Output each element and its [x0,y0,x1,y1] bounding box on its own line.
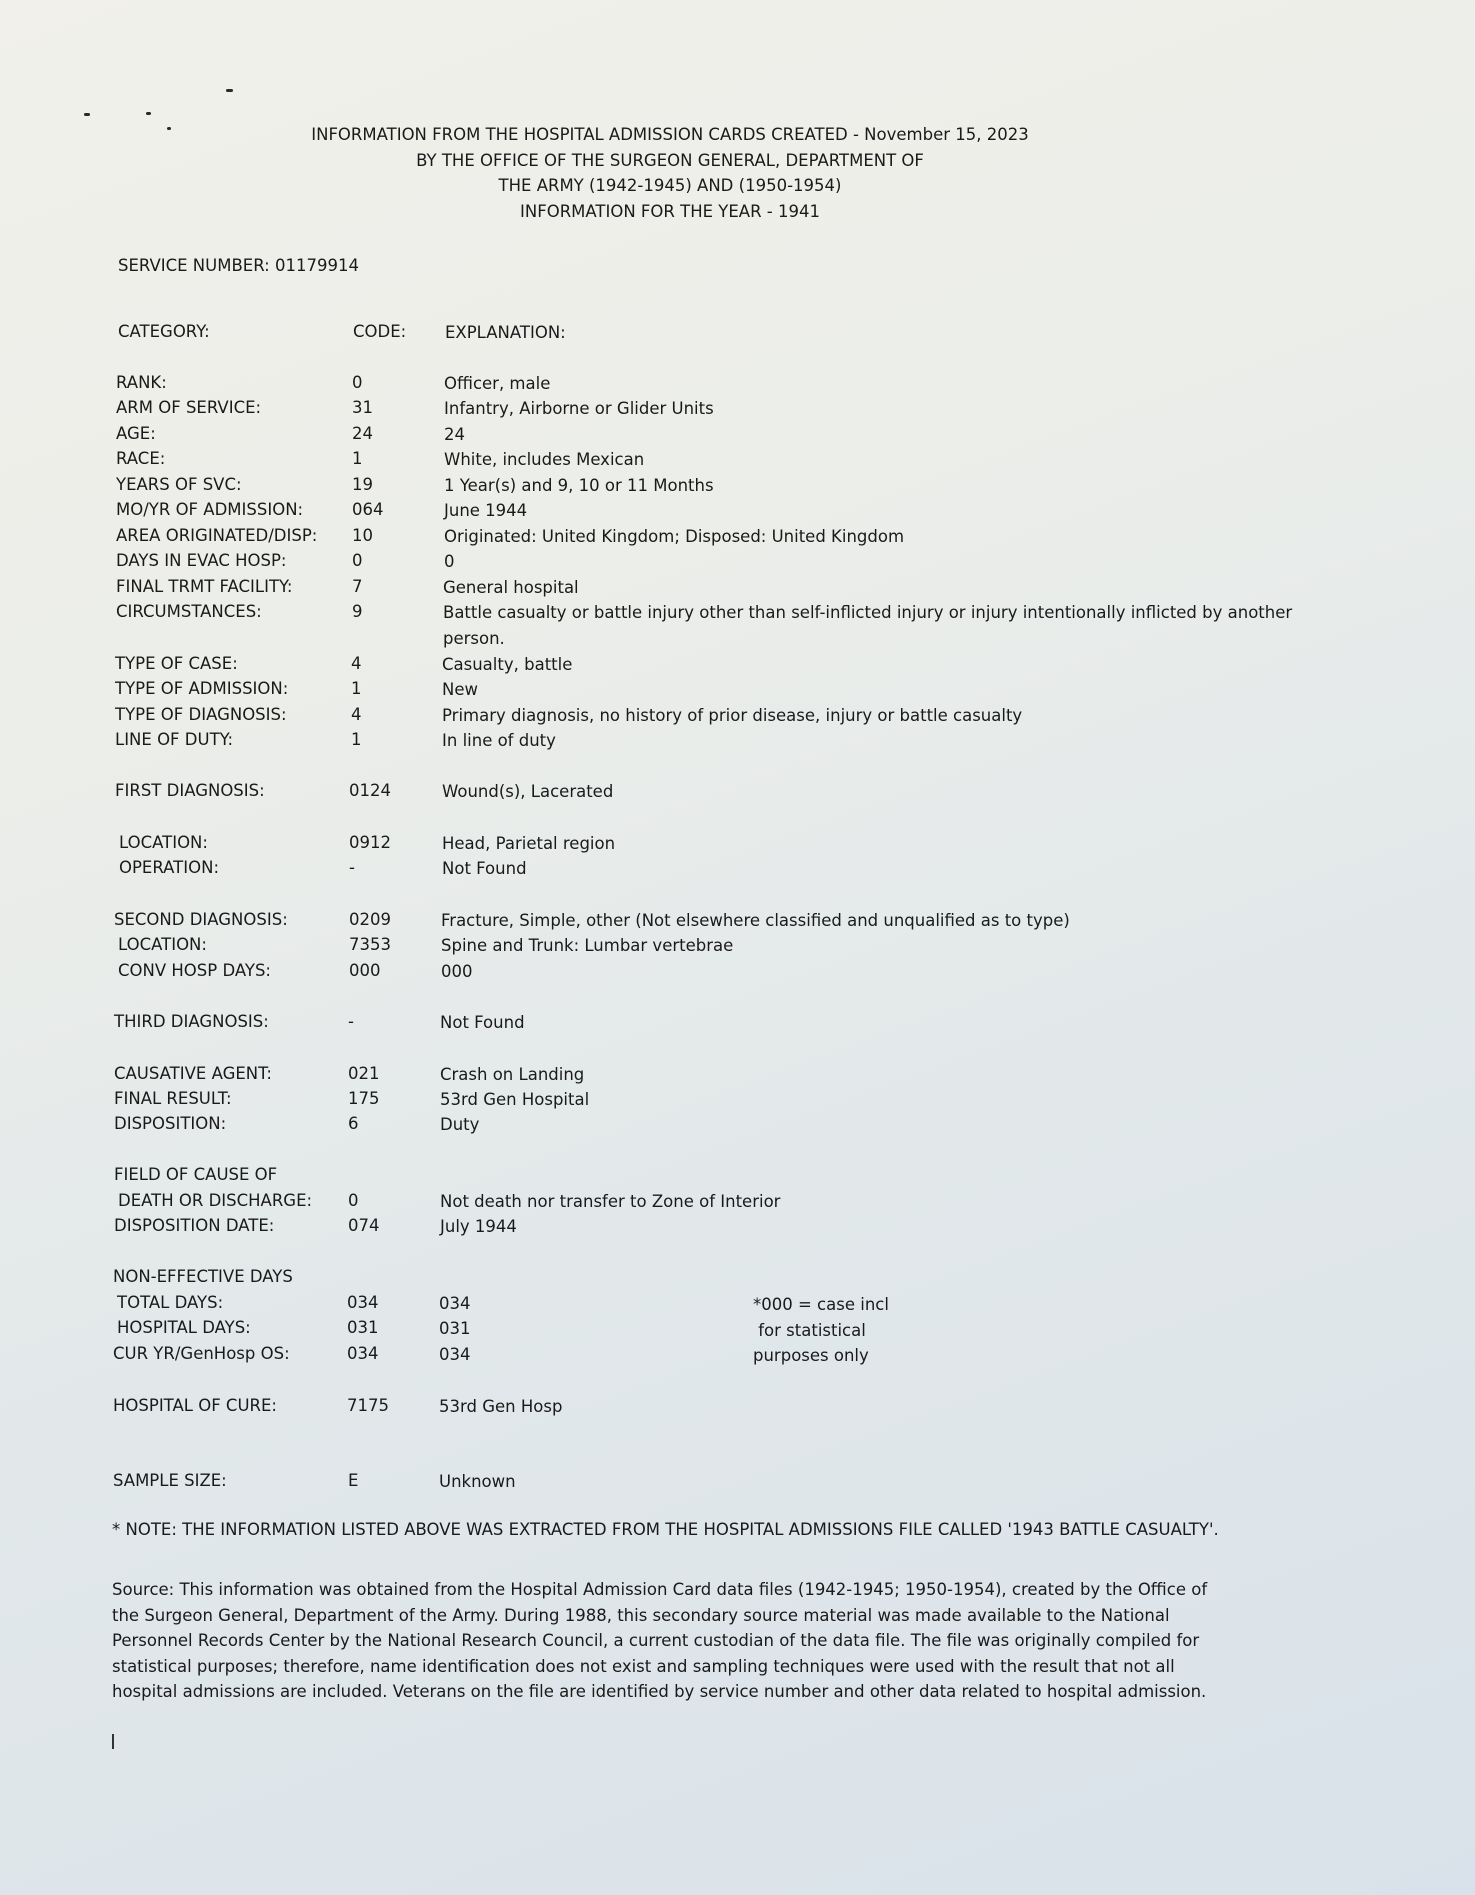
column-header-category: CATEGORY: [118,322,210,341]
row-explanation: New [442,680,478,699]
row-code: 4 [351,654,362,673]
row-explanation: Battle casualty or battle injury other than self-inflicted injury or injury intentionally inflicted by another person. [443,603,1293,648]
row-category: CAUSATIVE AGENT: [114,1064,272,1083]
row-explanation: 031 [439,1319,471,1338]
row-explanation: Head, Parietal region [442,834,616,853]
row-explanation: Originated: United Kingdom; Disposed: United Kingdom [444,527,905,546]
row-explanation: 53rd Gen Hospital [440,1090,590,1109]
row-code: 000 [349,961,381,980]
row-explanation: 53rd Gen Hosp [439,1397,563,1416]
row-category: CONV HOSP DAYS: [118,961,271,980]
row-explanation: 034 [439,1294,471,1313]
row-category: HOSPITAL OF CURE: [113,1396,277,1415]
row-explanation: Spine and Trunk: Lumbar vertebrae [441,936,734,955]
row-explanation: July 1944 [440,1217,517,1236]
row-explanation: Not death nor transfer to Zone of Interior [440,1192,781,1211]
row-code: 1 [351,679,362,698]
row-explanation: Primary diagnosis, no history of prior disease, injury or battle casualty [442,706,1023,725]
row-code: 31 [352,398,373,417]
footnote-line-3: purposes only [753,1346,869,1365]
row-category: SAMPLE SIZE: [113,1471,227,1490]
header-line-1: INFORMATION FROM THE HOSPITAL ADMISSION CARDS CREATED - November 15, 2023 [311,125,1029,144]
row-code: 7175 [347,1396,389,1415]
column-header-explanation: EXPLANATION: [445,323,566,342]
row-explanation: Not Found [440,1013,525,1032]
row-explanation: Casualty, battle [442,655,573,674]
row-explanation: Fracture, Simple, other (Not elsewhere classified and unqualified as to type) [441,911,1070,930]
row-explanation: Infantry, Airborne or Glider Units [444,399,714,418]
row-code: 034 [347,1344,379,1363]
row-category: AREA ORIGINATED/DISP: [116,526,318,545]
row-category: CIRCUMSTANCES: [116,602,262,621]
row-code: E [348,1471,359,1490]
row-explanation: General hospital [443,578,579,597]
row-explanation: White, includes Mexican [444,450,645,469]
row-code: 10 [352,526,373,545]
row-code: 6 [348,1114,359,1133]
row-code: 064 [352,500,384,519]
row-category: FINAL TRMT FACILITY: [116,577,293,596]
row-code: 24 [352,424,373,443]
row-code: - [349,858,355,877]
footnote-line-2: for statistical [753,1320,866,1340]
service-number: SERVICE NUMBER: 01179914 [118,256,359,275]
row-category: OPERATION: [119,858,219,877]
row-category: DAYS IN EVAC HOSP: [116,551,287,570]
row-category: TYPE OF DIAGNOSIS: [115,705,287,724]
row-category: CUR YR/GenHosp OS: [113,1344,290,1363]
row-category: YEARS OF SVC: [116,475,242,494]
row-category: DISPOSITION: [114,1114,227,1133]
row-code: 0 [348,1191,359,1210]
row-category: AGE: [116,424,156,443]
row-explanation: 000 [441,962,473,981]
row-category: DEATH OR DISCHARGE: [118,1191,313,1210]
row-code: 074 [348,1216,380,1235]
row-explanation: June 1944 [444,501,528,520]
row-explanation: Not Found [442,859,527,878]
statistical-footnote [753,1292,889,1369]
row-explanation: Unknown [439,1472,516,1491]
row-code: 4 [351,705,362,724]
row-category: LOCATION: [119,833,208,852]
row-category: LOCATION: [118,935,207,954]
row-category: MO/YR OF ADMISSION: [116,500,304,519]
row-category: ARM OF SERVICE: [116,398,262,417]
row-explanation: Officer, male [444,374,551,393]
row-code: 7 [352,577,363,596]
row-code: 031 [347,1318,379,1337]
row-code: 034 [347,1293,379,1312]
row-code: 021 [348,1064,380,1083]
row-code: 0 [352,373,363,392]
row-code: 0912 [349,833,391,852]
row-code: - [348,1012,354,1031]
row-category: FIELD OF CAUSE OF [114,1165,278,1184]
row-category: LINE OF DUTY: [115,730,234,749]
row-code: 0124 [349,781,391,800]
row-code: 19 [352,475,373,494]
row-category: TOTAL DAYS: [117,1293,224,1312]
row-code: 1 [352,449,363,468]
row-category: RACE: [116,449,166,468]
row-category: RANK: [116,373,167,392]
row-category: SECOND DIAGNOSIS: [114,910,288,929]
row-category: DISPOSITION DATE: [114,1216,275,1235]
header-line-2: BY THE OFFICE OF THE SURGEON GENERAL, DEPARTMENT OF [416,150,924,170]
row-category: THIRD DIAGNOSIS: [114,1012,269,1031]
row-code: 175 [348,1089,380,1108]
row-explanation: In line of duty [442,731,556,750]
extraction-note: * NOTE: THE INFORMATION LISTED ABOVE WAS EXTRACTED FROM THE HOSPITAL ADMISSIONS FILE CALLED '1943 BATTLE CASUALTY'. [112,1520,1219,1539]
row-code: 9 [352,602,363,621]
row-category: HOSPITAL DAYS: [117,1318,251,1337]
row-category: NON-EFFECTIVE DAYS [113,1267,293,1286]
row-code: 0209 [349,910,391,929]
source-paragraph: Source: This information was obtained from the Hospital Admission Card data files (1942-1945; 1950-1954), created by the Office of the Surgeon General, Department of the Army. During 1988, this secondary source material was made available to the National Personnel Records Center by the National Research Council, a current custodian of the data file. The file was originally compiled for statistical purposes; therefore, name identification does not exist and sampling techniques were used with the result that not all hospital admissions are included. Veterans on the file are identified by service number and other data related to hospital admission. [112,1580,1208,1701]
header-line-3: THE ARMY (1942-1945) AND (1950-1954) [498,176,842,195]
row-code: 1 [351,730,362,749]
page-mark [112,1734,114,1749]
row-explanation: Wound(s), Lacerated [442,782,614,801]
header-line-4: INFORMATION FOR THE YEAR - 1941 [520,201,820,221]
column-header-code: CODE: [353,322,407,341]
row-explanation: Crash on Landing [440,1065,585,1084]
row-category: FIRST DIAGNOSIS: [115,781,265,800]
row-code: 0 [352,551,363,570]
row-category: TYPE OF ADMISSION: [115,679,289,698]
row-explanation: 1 Year(s) and 9, 10 or 11 Months [444,476,714,495]
row-category: TYPE OF CASE: [115,654,238,673]
row-explanation: Duty [440,1115,480,1134]
row-explanation: 034 [439,1345,471,1364]
row-category: FINAL RESULT: [114,1089,232,1108]
row-explanation: 24 [444,425,465,444]
footnote-line-1: *000 = case incl [753,1295,889,1314]
row-code: 7353 [349,935,391,954]
row-explanation: 0 [444,552,455,571]
